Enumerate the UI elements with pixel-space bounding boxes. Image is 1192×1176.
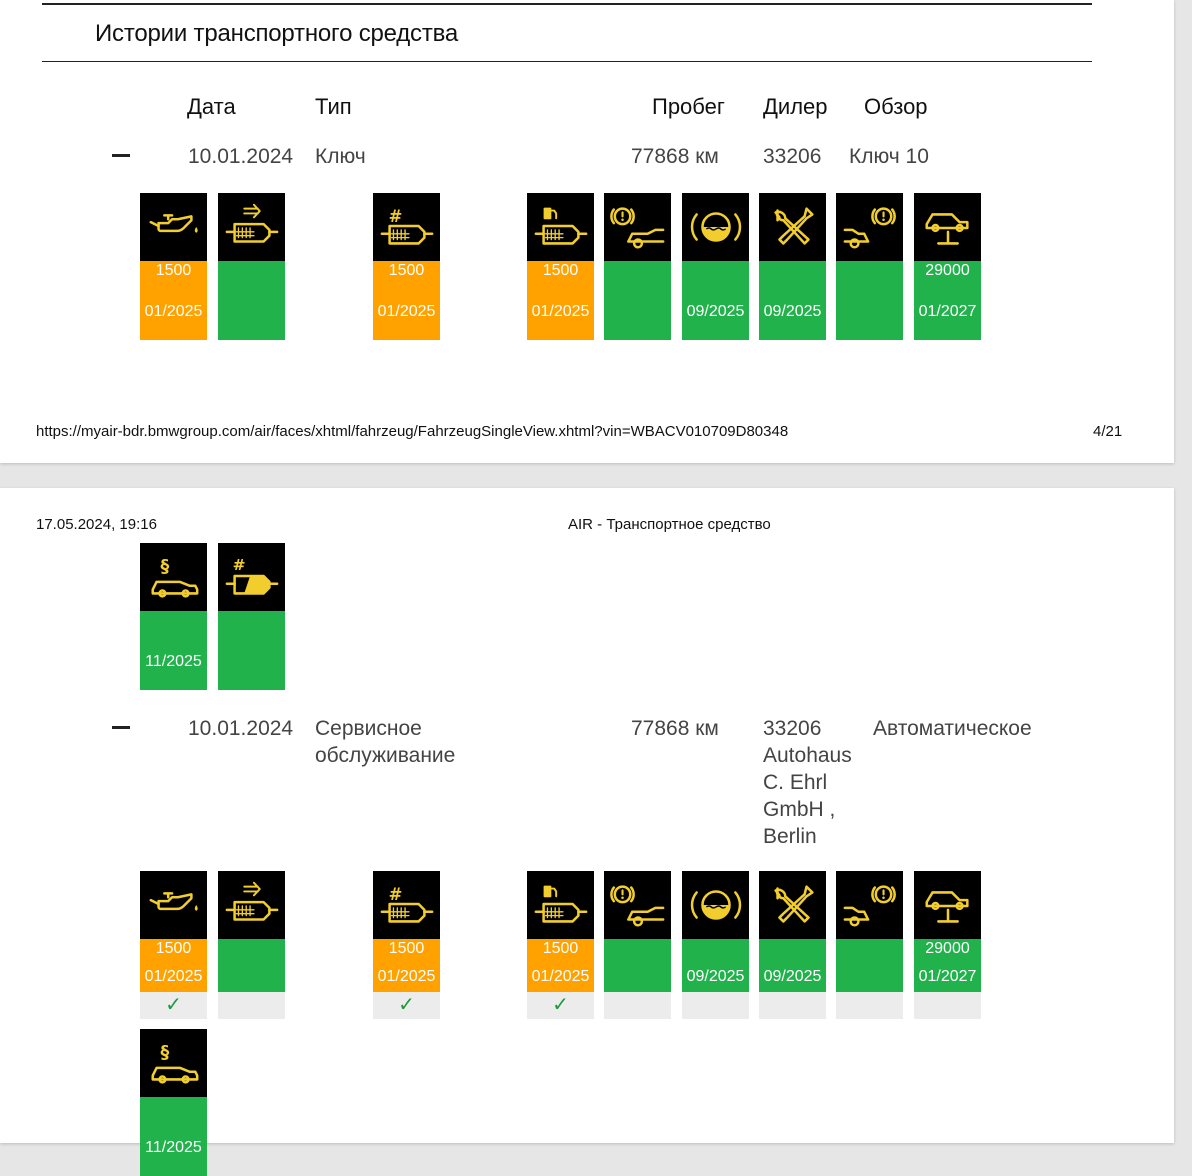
service-tools-icon bbox=[759, 871, 826, 939]
title-rule bbox=[42, 61, 1092, 62]
brake-fluid-icon bbox=[682, 871, 749, 939]
service-tile bbox=[140, 193, 207, 340]
service-due-date: 01/2027 bbox=[918, 968, 977, 985]
service-performed-check bbox=[914, 992, 981, 1019]
entry-dealer: 33206 bbox=[763, 145, 822, 168]
service-status bbox=[373, 939, 440, 992]
service-remaining-km: 1500 bbox=[155, 262, 192, 279]
diesel-particle-filter-icon bbox=[218, 871, 285, 939]
service-tile bbox=[682, 193, 749, 340]
entry-type bbox=[315, 715, 455, 769]
service-remaining-km: 29000 bbox=[925, 262, 970, 279]
column-header-type: Тип bbox=[315, 94, 352, 119]
service-status bbox=[604, 939, 671, 992]
fuel-filter-icon bbox=[527, 871, 594, 939]
svg-text:#: # bbox=[388, 885, 402, 905]
service-remaining-km: 1500 bbox=[388, 940, 425, 957]
vehicle-inspection-icon bbox=[140, 543, 207, 611]
entry-type-line-2: обслуживание bbox=[315, 744, 456, 767]
service-tile bbox=[914, 871, 981, 1019]
entry-dealer-line-2: Autohaus bbox=[763, 744, 852, 767]
service-tile bbox=[759, 871, 826, 1019]
service-performed-check bbox=[218, 992, 285, 1019]
rear-brake-car-icon bbox=[836, 871, 903, 939]
entry-date: 10.01.2024 bbox=[188, 717, 294, 740]
service-due-date: 01/2025 bbox=[377, 968, 436, 985]
print-title: AIR - Транспортное средство bbox=[568, 516, 771, 533]
collapse-entry-button[interactable] bbox=[112, 726, 130, 729]
service-tile bbox=[527, 871, 594, 1019]
service-status bbox=[218, 611, 285, 690]
front-brake-car-icon bbox=[604, 871, 671, 939]
service-status bbox=[759, 939, 826, 992]
service-status bbox=[914, 939, 981, 992]
service-status bbox=[759, 261, 826, 340]
entry-dealer-line-5: Berlin bbox=[763, 825, 817, 848]
service-due-date: 01/2027 bbox=[918, 303, 977, 320]
svg-text:#: # bbox=[388, 207, 402, 227]
service-tile bbox=[527, 193, 594, 340]
service-due-date: 01/2025 bbox=[144, 968, 203, 985]
service-tile bbox=[373, 871, 440, 1019]
micro-filter-icon bbox=[373, 193, 440, 261]
entry-overview: Ключ 10 bbox=[849, 145, 929, 168]
service-tile bbox=[604, 871, 671, 1019]
service-tile bbox=[373, 193, 440, 340]
service-status bbox=[218, 261, 285, 340]
service-remaining-km: 29000 bbox=[925, 940, 970, 957]
entry-type: Ключ bbox=[315, 145, 366, 168]
service-status bbox=[527, 261, 594, 340]
service-tile bbox=[759, 193, 826, 340]
service-status bbox=[527, 939, 594, 992]
vehicle-lift-icon bbox=[914, 871, 981, 939]
service-due-date: 09/2025 bbox=[686, 303, 745, 320]
service-tile bbox=[140, 1029, 207, 1176]
service-status bbox=[682, 261, 749, 340]
service-due-date: 11/2025 bbox=[145, 653, 202, 670]
service-remaining-km: 1500 bbox=[388, 262, 425, 279]
service-status bbox=[140, 611, 207, 690]
service-due-date: 01/2025 bbox=[377, 303, 436, 320]
column-header-date: Дата bbox=[187, 94, 236, 119]
service-due-date: 09/2025 bbox=[686, 968, 745, 985]
oil-can-icon bbox=[140, 193, 207, 261]
svg-text:§: § bbox=[159, 557, 169, 578]
service-remaining-km: 1500 bbox=[542, 940, 579, 957]
column-header-overview: Обзор bbox=[864, 94, 928, 119]
svg-text:§: § bbox=[159, 1043, 169, 1064]
vehicle-inspection-icon bbox=[140, 1029, 207, 1097]
entry-mileage: 77868 км bbox=[631, 717, 719, 740]
service-tile bbox=[140, 543, 207, 690]
service-status bbox=[836, 261, 903, 340]
service-status bbox=[218, 939, 285, 992]
entry-dealer-line-4: GmbH , bbox=[763, 798, 836, 821]
service-performed-check: ✓ bbox=[527, 992, 594, 1019]
service-due-date: 11/2025 bbox=[145, 1139, 202, 1156]
entry-dealer-line-1: 33206 bbox=[763, 717, 822, 740]
service-tile bbox=[218, 193, 285, 340]
document-page-1 bbox=[0, 0, 1174, 463]
service-performed-check bbox=[604, 992, 671, 1019]
entry-dealer-line-3: C. Ehrl bbox=[763, 771, 828, 794]
section-title: Истории транспортного средства bbox=[95, 20, 459, 47]
column-header-mileage: Пробег bbox=[652, 94, 725, 119]
vehicle-lift-icon bbox=[914, 193, 981, 261]
service-performed-check bbox=[682, 992, 749, 1019]
service-performed-check: ✓ bbox=[373, 992, 440, 1019]
footer-url[interactable]: https://myair-bdr.bmwgroup.com/air/faces/xhtml/fahrzeug/FahrzeugSingleView.xhtml?vin=WBACV010709D80348 bbox=[36, 423, 789, 440]
document-page-2 bbox=[0, 488, 1174, 1156]
service-due-date: 09/2025 bbox=[763, 303, 822, 320]
service-status bbox=[140, 1097, 207, 1176]
diesel-particle-filter-icon bbox=[218, 193, 285, 261]
service-tile bbox=[604, 193, 671, 340]
top-rule bbox=[42, 3, 1092, 5]
service-tools-icon bbox=[759, 193, 826, 261]
service-remaining-km: 1500 bbox=[542, 262, 579, 279]
page-number: 4/21 bbox=[1093, 423, 1123, 440]
service-status bbox=[682, 939, 749, 992]
fuel-filter-icon bbox=[527, 193, 594, 261]
service-due-date: 01/2025 bbox=[144, 303, 203, 320]
service-tile bbox=[836, 193, 903, 340]
entry-type-line-1: Сервисное bbox=[315, 717, 422, 740]
svg-text:#: # bbox=[232, 556, 246, 575]
entry-dealer bbox=[763, 715, 852, 850]
service-due-date: 01/2025 bbox=[531, 303, 590, 320]
brake-fluid-icon bbox=[682, 193, 749, 261]
service-performed-check bbox=[836, 992, 903, 1019]
service-tile bbox=[218, 871, 285, 1019]
service-performed-check: ✓ bbox=[140, 992, 207, 1019]
service-status bbox=[914, 261, 981, 340]
column-header-dealer: Дилер bbox=[763, 94, 828, 119]
diesel-particle-filter-icon bbox=[218, 543, 285, 611]
front-brake-car-icon bbox=[604, 193, 671, 261]
service-tile bbox=[140, 871, 207, 1019]
service-tile bbox=[682, 871, 749, 1019]
collapse-entry-button[interactable] bbox=[112, 154, 130, 157]
service-tile bbox=[218, 543, 285, 690]
service-performed-check bbox=[759, 992, 826, 1019]
service-status bbox=[373, 261, 440, 340]
oil-can-icon bbox=[140, 871, 207, 939]
service-status bbox=[140, 939, 207, 992]
service-due-date: 09/2025 bbox=[763, 968, 822, 985]
service-status bbox=[140, 261, 207, 340]
service-status bbox=[836, 939, 903, 992]
print-date: 17.05.2024, 19:16 bbox=[36, 516, 157, 533]
entry-mileage: 77868 км bbox=[631, 145, 719, 168]
service-due-date: 01/2025 bbox=[531, 968, 590, 985]
service-remaining-km: 1500 bbox=[155, 940, 192, 957]
entry-overview: Автоматическое bbox=[873, 717, 1032, 740]
micro-filter-icon bbox=[373, 871, 440, 939]
entry-date: 10.01.2024 bbox=[188, 145, 294, 168]
service-status bbox=[604, 261, 671, 340]
service-tile bbox=[836, 871, 903, 1019]
service-tile bbox=[914, 193, 981, 340]
rear-brake-car-icon bbox=[836, 193, 903, 261]
